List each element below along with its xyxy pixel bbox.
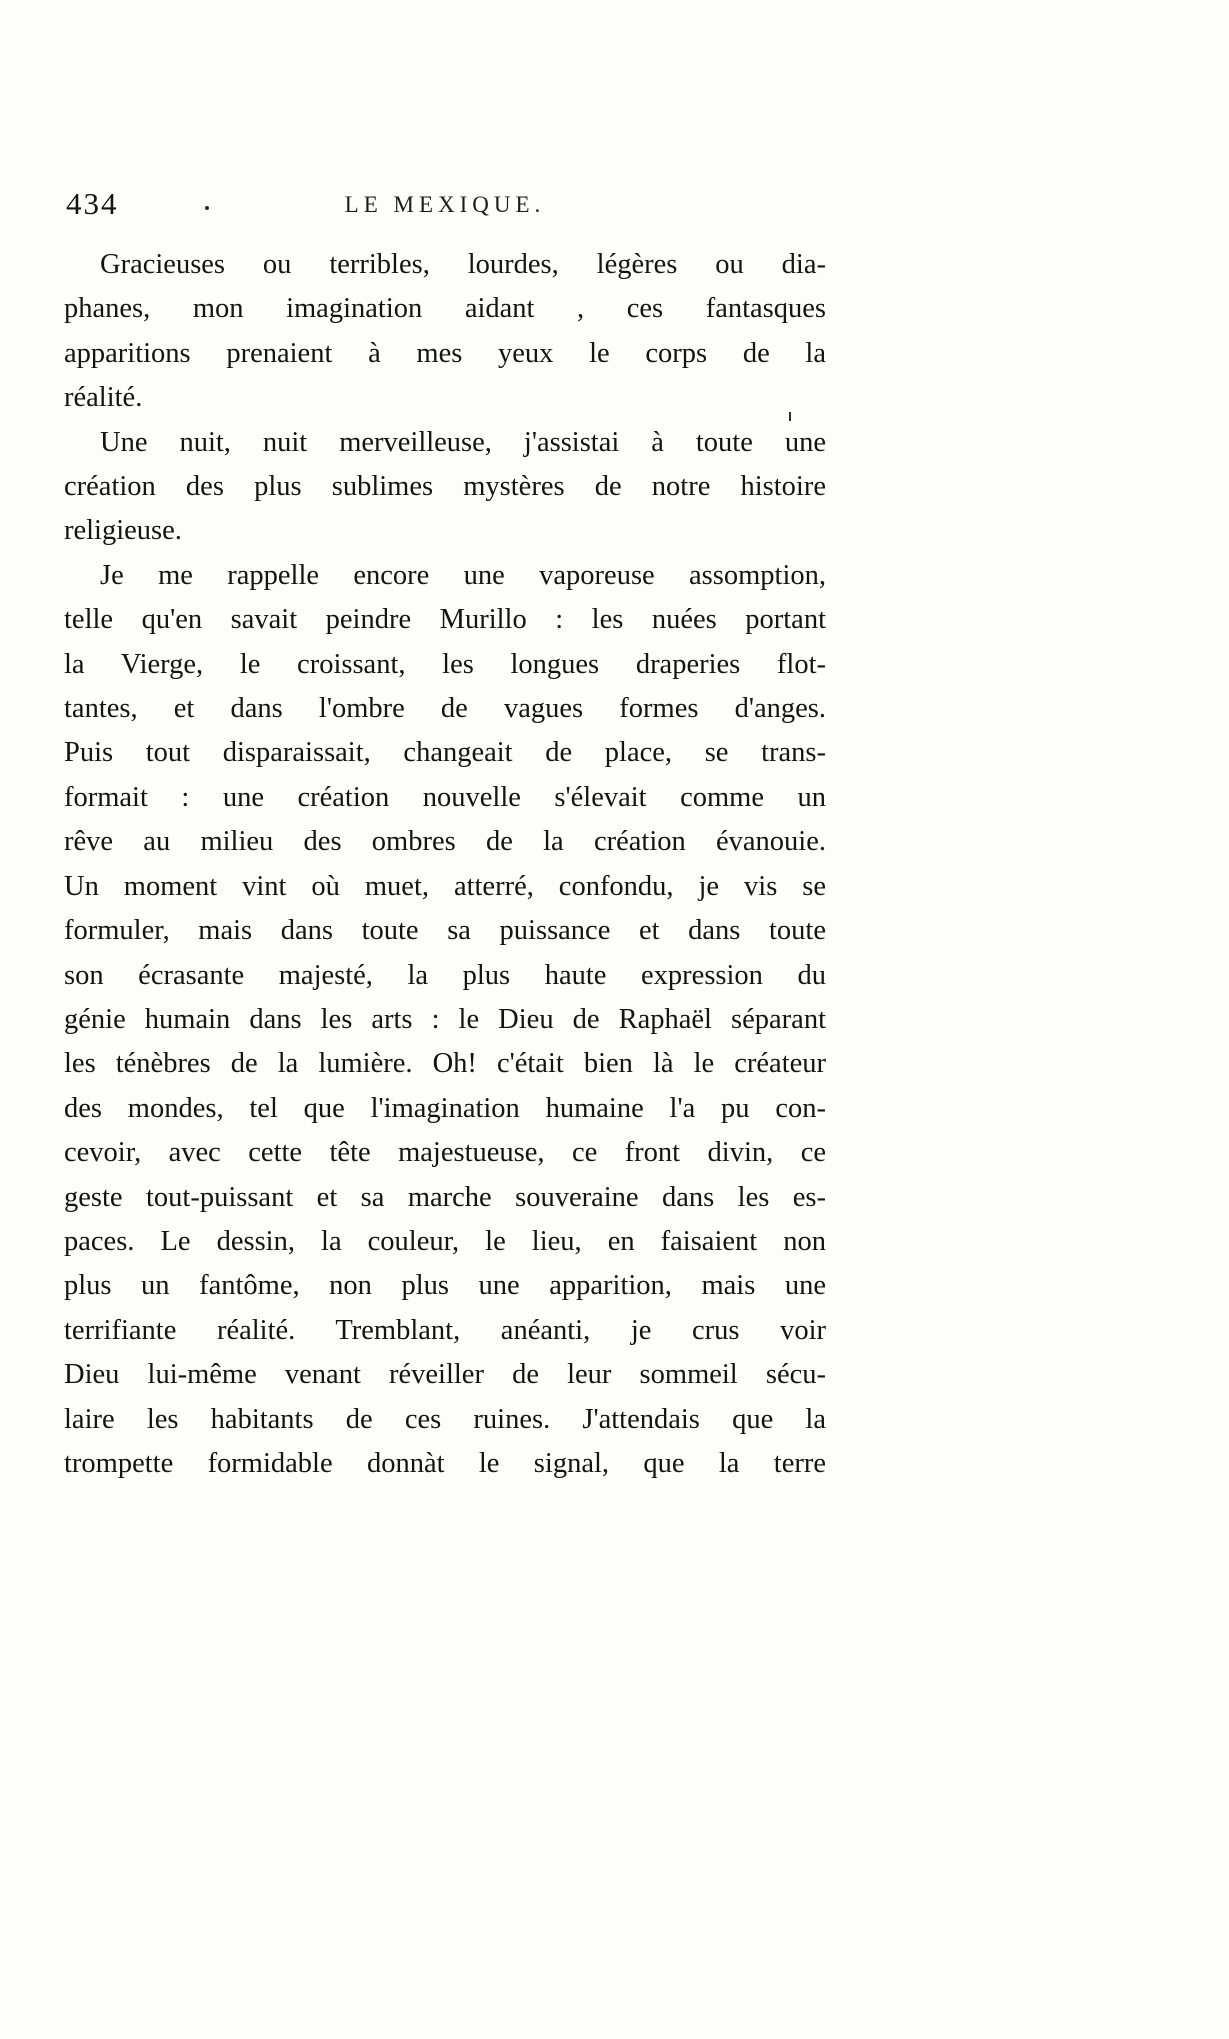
text-line: trompette formidable donnàt le signal, que la terre: [64, 1447, 826, 1479]
text-line: son écrasante majesté, la plus haute expression du: [64, 959, 826, 991]
text-line: Puis tout disparaissait, changeait de place, se trans-: [64, 737, 826, 769]
text-block: [64, 243, 826, 1486]
page-header: [64, 186, 826, 226]
text-line: rêve au milieu des ombres de la création évanouie.: [64, 826, 826, 858]
text-line: des mondes, tel que l'imagination humaine l'a pu con-: [64, 1092, 826, 1124]
text-line: tantes, et dans l'ombre de vagues formes d'anges.: [64, 693, 826, 725]
text-line: Dieu lui-même venant réveiller de leur sommeil sécu-: [64, 1359, 826, 1391]
running-title: LE MEXIQUE.: [344, 192, 546, 217]
text-line: plus un fantôme, non plus une apparition, mais une: [64, 1270, 826, 1302]
text-line: génie humain dans les arts : le Dieu de Raphaël séparant: [64, 1003, 826, 1035]
text-line: Gracieuses ou terribles, lourdes, légères ou dia-: [100, 249, 826, 280]
text-line: laire les habitants de ces ruines. J'attendais que la: [64, 1403, 826, 1435]
text-line: geste tout-puissant et sa marche souveraine dans les es-: [64, 1181, 826, 1213]
text-line: création des plus sublimes mystères de notre histoire: [64, 471, 826, 503]
text-line: la Vierge, le croissant, les longues draperies flot-: [64, 648, 826, 680]
text-line: formait : une création nouvelle s'élevait comme un: [64, 781, 826, 813]
text-line: phanes, mon imagination aidant , ces fantasques: [64, 293, 826, 325]
text-line: les ténèbres de la lumière. Oh! c'était bien là le créateur: [64, 1048, 826, 1080]
scan-artifact-dot: [205, 206, 209, 210]
text-line: paces. Le dessin, la couleur, le lieu, en faisaient non: [64, 1225, 826, 1257]
page-number: 434: [66, 186, 119, 221]
text-line: Un moment vint où muet, atterré, confondu, je vis se: [64, 870, 826, 902]
text-line: réalité.: [64, 382, 143, 414]
text-line: religieuse.: [64, 515, 182, 547]
text-line: telle qu'en savait peindre Murillo : les nuées portant: [64, 604, 826, 636]
text-line: apparitions prenaient à mes yeux le corps de la: [64, 337, 826, 369]
text-line: Je me rappelle encore une vaporeuse assomption,: [100, 559, 826, 591]
text-line: cevoir, avec cette tête majestueuse, ce front divin, ce: [64, 1137, 826, 1169]
text-line: terrifiante réalité. Tremblant, anéanti, je crus voir: [64, 1314, 826, 1346]
text-line: formuler, mais dans toute sa puissance et dans toute: [64, 915, 826, 947]
text-line: Une nuit, nuit merveilleuse, j'assistai à toute une: [100, 426, 826, 458]
